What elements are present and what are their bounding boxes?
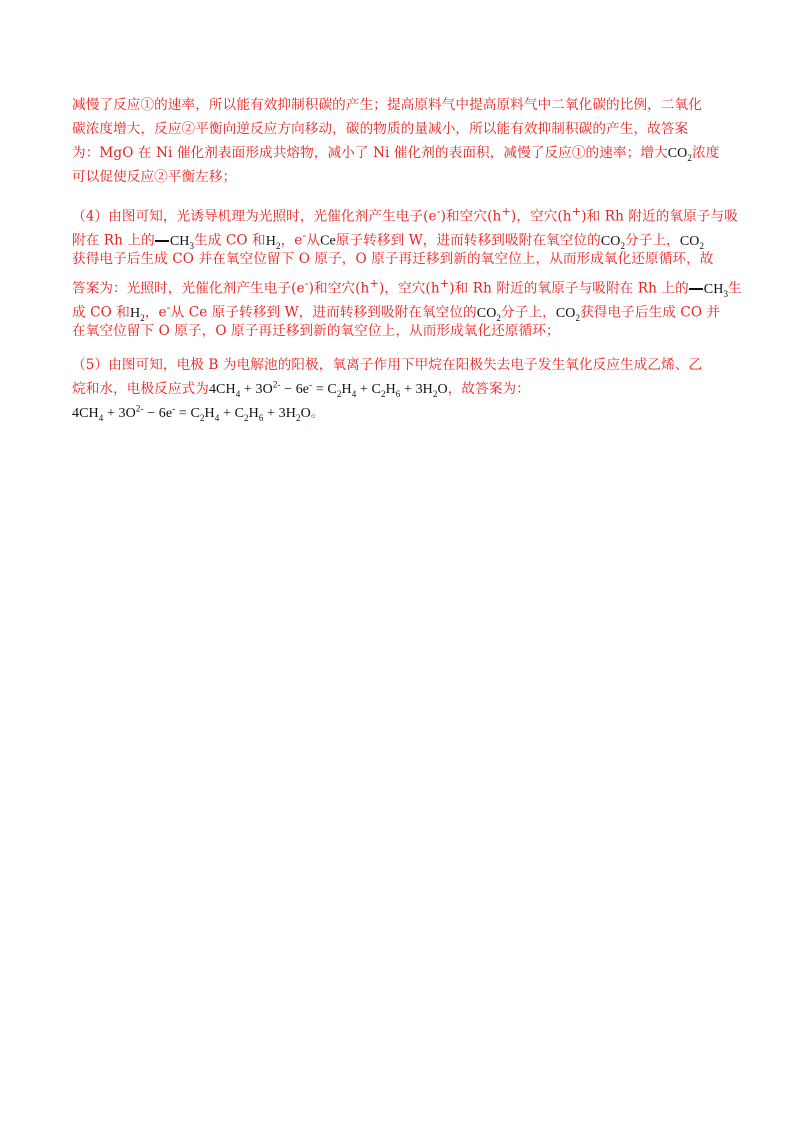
text-line: 答案为：光照时，光催化剂产生电子(e-)和空穴(h+)，空穴(h+)和 Rh 附近的氧原子与吸附在 Rh 上的 $CH_3$生 xyxy=(72,276,742,299)
text-segment: 生成 CO 和 xyxy=(194,232,266,249)
text-line: 获得电子后生成 CO 并在氧空位留下 O 原子，O 原子再迁移到新的氧空位上，从而形成氧化还原循环，故 xyxy=(72,251,714,267)
formula-co2: $CO_2$ xyxy=(600,233,626,251)
text-segment: ，故答案为： xyxy=(447,381,530,397)
text-segment: 成 CO 和 xyxy=(72,304,130,321)
formula-co2: $CO_2$ xyxy=(555,305,581,323)
paragraph-3 xyxy=(72,93,732,189)
text-line: 可以促使反应②平衡左移； xyxy=(72,169,237,185)
bond-icon xyxy=(689,288,703,290)
text-segment: 分子上， xyxy=(625,232,680,249)
answer-content xyxy=(72,93,742,435)
text-line: 碳浓度增大，反应②平衡向逆反应方向移动，碳的物质的量减小，所以能有效抑制积碳的产生，故答案 xyxy=(72,121,689,137)
text-line: 附在 Rh 上的 $CH_3$生成 CO 和$H_2$，e-从Ce原子转移到 W，进而转移到吸附在氧空位的$CO_2$分子上，$CO_2$ xyxy=(72,228,705,251)
text-line xyxy=(72,377,732,401)
formula-ce: Ce xyxy=(320,233,336,249)
text-segment: 。 xyxy=(310,405,325,421)
text-segment: 分子上， xyxy=(501,304,556,321)
answer-equation: $4CH_4 + 3O^{2-} - 6e^- = C_2H_4 + C_2H_6 + 3H_2O$ xyxy=(72,403,311,423)
text-line: （5）由图可知，电极 B 为电解池的阳极，氧离子作用下甲烷在阳极失去电子发生氧化反应生成乙烯、乙 xyxy=(72,357,703,373)
text-line: 成 CO 和$H_2$，e-从 Ce 原子转移到 W，进而转移到吸附在氧空位的$CO_2$分子上，$CO_2$获得电子后生成 CO 并 xyxy=(72,300,721,323)
text-line xyxy=(72,401,732,425)
text-line xyxy=(72,141,732,165)
text-segment: 烷和水，电极反应式为 xyxy=(72,381,209,397)
paragraph-4 xyxy=(72,199,742,343)
text-line: （4）由图可知，光诱导机理为光照时，光催化剂产生电子(e-)和空穴(h+)，空穴(h+)和 Rh 附近的氧原子与吸 xyxy=(72,204,738,225)
text-segment: 为：MgO 在 Ni 催化剂表面形成共熔物，减小了 Ni 催化剂的表面积，减慢了反应①的速率；增大 xyxy=(72,145,668,161)
formula-co2: $CO_2$ xyxy=(679,233,705,251)
text-segment: 原子转移到 W，进而转移到吸附在氧空位的 xyxy=(335,232,601,249)
text-segment: 生 xyxy=(728,280,742,297)
electrode-equation: $4CH_4 + 3O^{2-} - 6e^- = C_2H_4 + C_2H_6 + 3H_2O$ xyxy=(208,379,448,399)
formula-ch3: $CH_3$ xyxy=(689,282,728,297)
formula-co2: $CO_2$ xyxy=(667,146,692,163)
formula-h2: $H_2$ xyxy=(129,305,145,323)
text-segment: 浓度 xyxy=(692,145,720,161)
text-segment: 获得电子后生成 CO 并 xyxy=(580,304,721,321)
formula-ch3: $CH_3$ xyxy=(155,234,194,249)
paragraph-5 xyxy=(72,353,732,425)
bond-icon xyxy=(155,240,169,242)
formula-h2: $H_2$ xyxy=(265,233,281,251)
formula-co2: $CO_2$ xyxy=(476,305,502,323)
text-segment: 附在 Rh 上的 xyxy=(72,232,155,249)
text-line: 在氧空位留下 O 原子，O 原子再迁移到新的氧空位上，从而形成氧化还原循环； xyxy=(72,323,560,339)
text-line: 减慢了反应①的速率，所以能有效抑制积碳的产生；提高原料气中提高原料气中二氧化碳的比例，二氧化 xyxy=(72,97,702,113)
